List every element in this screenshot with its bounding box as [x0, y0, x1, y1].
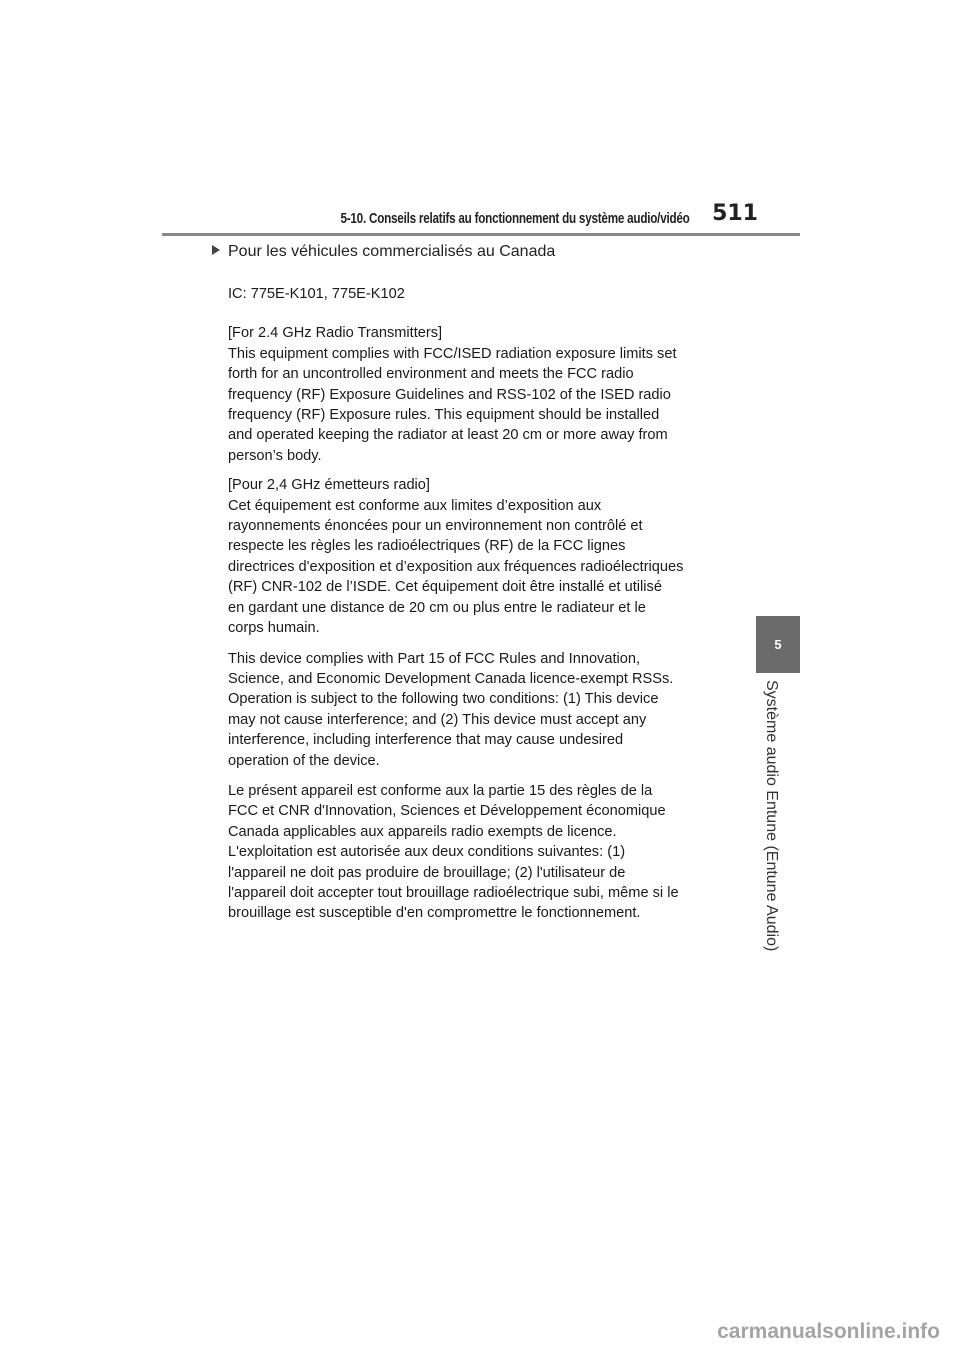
page-number: 511	[712, 201, 758, 226]
chapter-label: Système audio Entune (Entune Audio)	[763, 680, 780, 952]
triangle-bullet-icon	[212, 245, 220, 255]
page-header	[162, 200, 800, 236]
watermark: carmanualsonline.info	[717, 1320, 940, 1343]
fcc-notice-english: This device complies with Part 15 of FCC Rules and Innovation, Science, and Economic Development Canada licence-exempt RSSs. Operation is subject to the following two conditions: (1) This device may not cause interference; and (2) This device must accept any interference, including interference that may cause undesired operation of the device.	[228, 650, 674, 769]
chapter-number: 5	[774, 637, 782, 652]
section-title: 5-10. Conseils relatifs au fonctionnement du système audio/vidéo	[340, 210, 690, 227]
fcc-notice-french: Le présent appareil est conforme aux la partie 15 des règles de la FCC et CNR d'Innovation, Sciences et Développement économique Canada applicables aux appareils radio exempts de licence. L'exploitation est autorisée aux deux conditions suivantes: (1) l'appareil ne doit pas produire de brouillage; (2) l'utilisateur de l'appareil doit accepter tout brouillage radioélectrique subi, même si le brouillage est susceptible d'en compromettre le fonctionnement.	[228, 782, 679, 922]
radio-notice-english: [For 2.4 GHz Radio Transmitters] This equipment complies with FCC/ISED radiation exposure limits set forth for an uncontrolled environment and meets the FCC radio frequency (RF) Exposure Guidelines and RSS-102 of the ISED radio frequency (RF) Exposure rules. This equipment should be installed and operated keeping the radiator at least 20 cm or more away from person’s body.	[228, 325, 677, 464]
chapter-tab	[756, 616, 800, 673]
subheading	[212, 243, 555, 261]
header-divider	[162, 233, 800, 236]
radio-notice-french: [Pour 2,4 GHz émetteurs radio] Cet équipement est conforme aux limites d’exposition aux rayonnements énoncées pour un environnement non contrôlé et respecte les règles les radioélectriques (RF) de la FCC lignes directrices d'exposition et d’exposition aux fréquences radioélectriques (RF) CNR-102 de l’ISDE. Cet équipement doit être installé et utilisé en gardant une distance de 20 cm ou plus entre le radiateur et le corps humain.	[228, 477, 684, 637]
subheading-text: Pour les véhicules commercialisés au Canada	[228, 243, 556, 260]
ic-number: IC: 775E-K101, 775E-K102	[228, 286, 405, 302]
regulatory-notice-image	[228, 284, 738, 924]
